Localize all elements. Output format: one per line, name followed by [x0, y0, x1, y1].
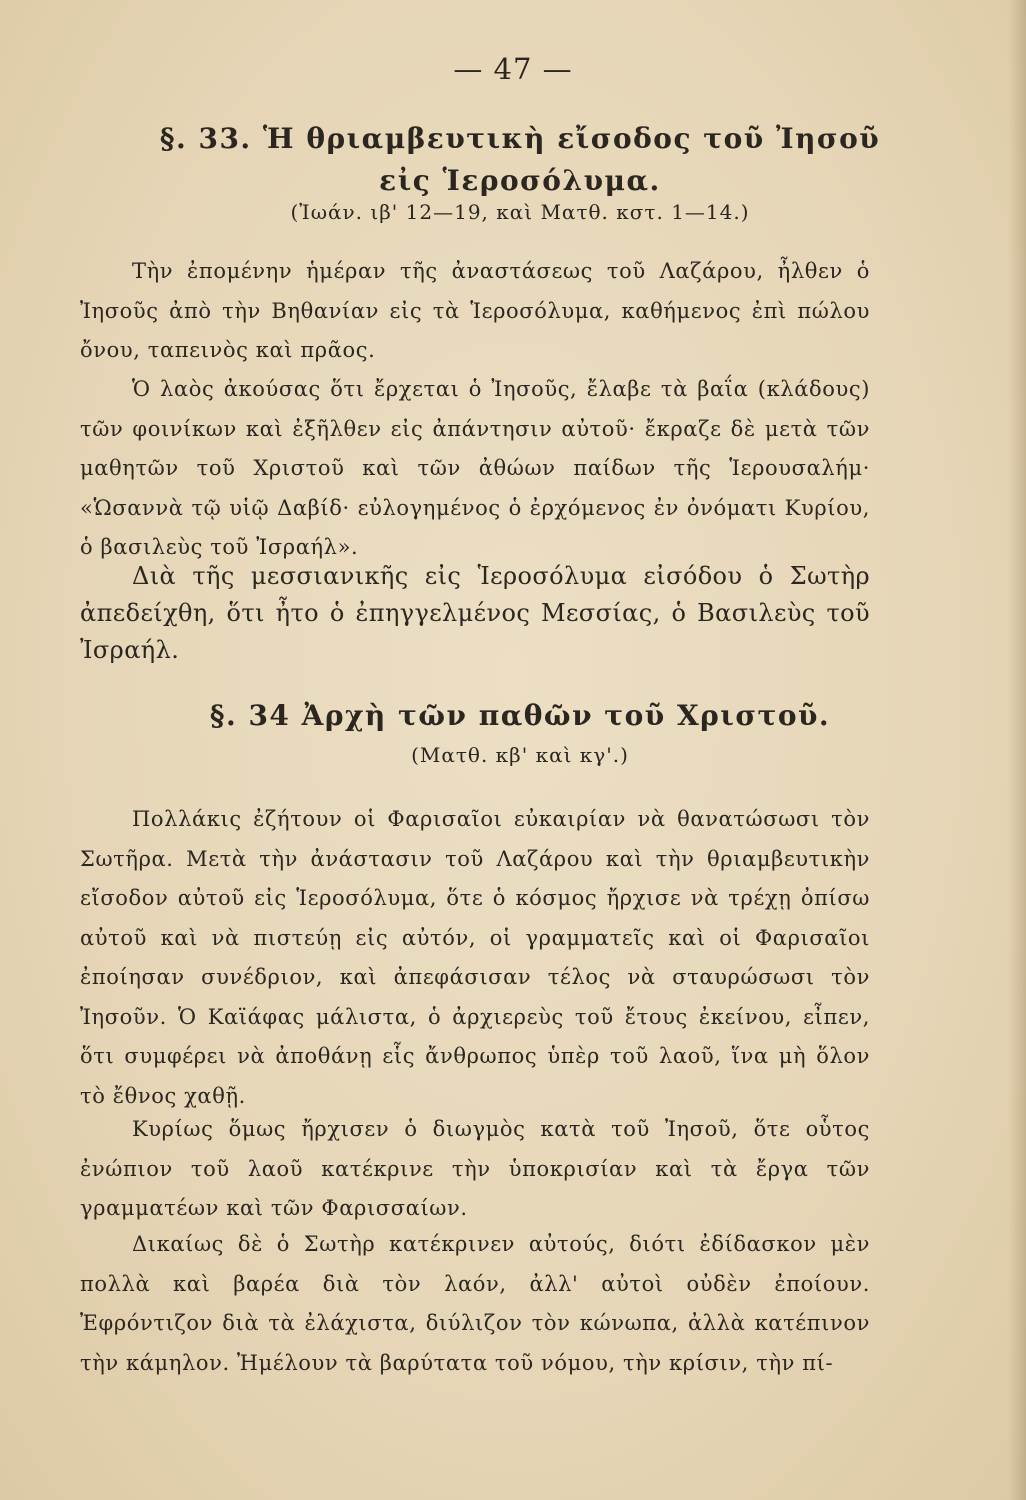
section-33-reference: (Ἰωάν. ιβ' 12—19, καὶ Ματθ. κστ. 1—14.): [290, 200, 750, 224]
page-number: — 47 —: [453, 52, 573, 86]
section-33-heading: [70, 118, 970, 202]
section-33-heading-line-1: §. 33. Ἡ θριαμβευτικὴ εἴσοδος τοῦ Ἰησοῦ: [159, 122, 881, 155]
section-33-paragraph-1: Τὴν ἐπομένην ἡμέραν τῆς ἀναστάσεως τοῦ Λαζάρου, ἦλθεν ὁ Ἰησοῦς ἀπὸ τὴν Βηθανίαν εἰς τὰ Ἱεροσόλυμα, καθήμενος ἐπὶ πώλου ὄνου, ταπεινὸς καὶ πρᾶος.: [80, 259, 870, 362]
section-34-paragraph-2: Κυρίως ὅμως ἤρχισεν ὁ διωγμὸς κατὰ τοῦ Ἰησοῦ, ὅτε οὗτος ἐνώπιον τοῦ λαοῦ κατέκρινε τὴν ὑποκρισίαν καὶ τὰ ἔργα τῶν γραμματέων καὶ τῶν Φαρισσαίων.: [80, 1117, 870, 1220]
section-34-paragraph-3: Δικαίως δὲ ὁ Σωτὴρ κατέκρινεν αὐτούς, διότι ἐδίδασκον μὲν πολλὰ καὶ βαρέα διὰ τὸν λαόν, ἀλλ' αὐτοὶ οὐδὲν ἐποίουν. Ἐφρόντιζον διὰ τὰ ἐλάχιστα, διύλιζον τὸν κώνωπα, ἀλλὰ κατέπινον τὴν κάμηλον. Ἠμέλουν τὰ βαρύτατα τοῦ νόμου, τὴν κρίσιν, τὴν πί-: [80, 1232, 870, 1375]
section-33-paragraph-2: Ὁ λαὸς ἀκούσας ὅτι ἔρχεται ὁ Ἰησοῦς, ἔλαβε τὰ βαΐα (κλάδους) τῶν φοινίκων καὶ ἐξῆλθεν εἰς ἀπάντησιν αὐτοῦ· ἔκραζε δὲ μετὰ τῶν μαθητῶν τοῦ Χριστοῦ καὶ τῶν ἀθώων παίδων τῆς Ἱερουσαλήμ· «Ὡσαννὰ τῷ υἱῷ Δαβίδ· εὐλογημένος ὁ ἐρχόμενος ἐν ὀνόματι Κυρίου, ὁ βασιλεὺς τοῦ Ἰσραήλ».: [80, 377, 870, 559]
section-34-paragraph-1: Πολλάκις ἐζήτουν οἱ Φαρισαῖοι εὐκαιρίαν νὰ θανατώσωσι τὸν Σωτῆρα. Μετὰ τὴν ἀνάστασιν τοῦ Λαζάρου καὶ τὴν θριαμβευτικὴν εἴσοδον αὐτοῦ εἰς Ἱεροσόλυμα, ὅτε ὁ κόσμος ἤρχισε νὰ τρέχῃ ὀπίσω αὐτοῦ καὶ νὰ πιστεύῃ εἰς αὐτόν, οἱ γραμματεῖς καὶ οἱ Φαρισαῖοι ἐποίησαν συνέδριον, καὶ ἀπεφάσισαν τέλος νὰ σταυρώσωσι τὸν Ἰησοῦν. Ὁ Καϊάφας μάλιστα, ὁ ἀρχιερεὺς τοῦ ἔτους ἐκείνου, εἶπεν, ὅτι συμφέρει νὰ ἀποθάνῃ εἷς ἄνθρωπος ὑπὲρ τοῦ λαοῦ, ἵνα μὴ ὅλον τὸ ἔθνος χαθῇ.: [80, 807, 870, 1108]
section-33-paragraph-3: Διὰ τῆς μεσσιανικῆς εἰς Ἱεροσόλυμα εἰσόδου ὁ Σωτὴρ ἀπεδείχθη, ὅτι ἦτο ὁ ἐπηγγελμένος Μεσσίας, ὁ Βασιλεὺς τοῦ Ἰσραήλ.: [80, 562, 870, 664]
section-34-heading: §. 34 Ἀρχὴ τῶν παθῶν τοῦ Χριστοῦ.: [209, 699, 831, 732]
section-33-heading-line-2: εἰς Ἱεροσόλυμα.: [379, 164, 661, 197]
section-34-reference: (Ματθ. κβ' καὶ κγ'.): [411, 743, 629, 767]
page-edge-shadow: [1008, 0, 1026, 1500]
